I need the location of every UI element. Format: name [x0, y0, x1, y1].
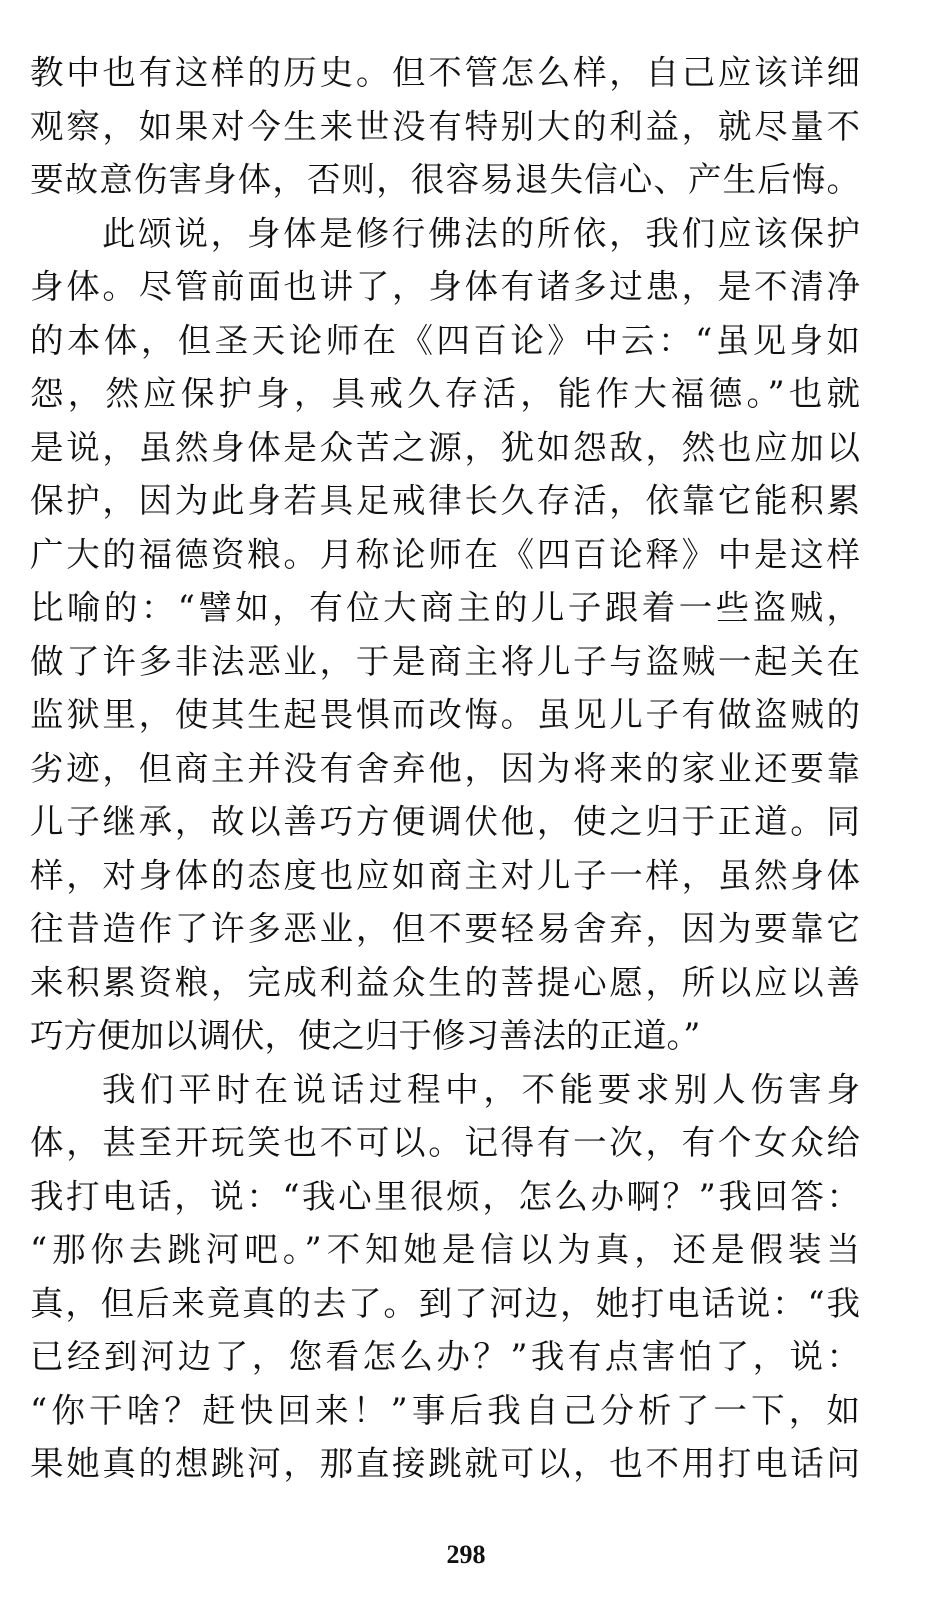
text-line: 已经到河边了，您看怎么办？”我有点害怕了，说： [30, 1337, 860, 1376]
text-line: 往昔造作了许多恶业，但不要轻易舍弃，因为要靠它 [30, 909, 860, 948]
text-line: 样，对身体的态度也应如商主对儿子一样，虽然身体 [30, 855, 860, 895]
body-text [30, 46, 860, 1491]
text-line: 来积累资粮，完成利益众生的菩提心愿，所以应以善 [30, 962, 860, 1002]
text-line: 儿子继承，故以善巧方便调伏他，使之归于正道。同 [30, 802, 860, 841]
text-line: 是说，虽然身体是众苦之源，犹如怨敌，然也应加以 [30, 427, 860, 467]
text-line: 要故意伤害身体，否则，很容易退失信心、产生后悔。 [30, 160, 860, 199]
paragraph-start-line: 此颂说，身体是修行佛法的所依，我们应该保护 [102, 213, 860, 253]
text-line: 果她真的想跳河，那直接跳就可以，也不用打电话问 [30, 1444, 860, 1483]
page-number: 298 [446, 1540, 486, 1569]
text-line: 怨，然应保护身，具戒久存活，能作大福德。”也就 [30, 374, 860, 413]
text-line: 广大的福德资粮。月称论师在《四百论释》中是这样 [30, 534, 860, 574]
text-line: 观察，如果对今生来世没有特别大的利益，就尽量不 [30, 106, 860, 146]
paragraph-start-line: 我们平时在说话过程中，不能要求别人伤害身 [102, 1069, 860, 1109]
text-line: 身体。尽管前面也讲了，身体有诸多过患，是不清净 [30, 267, 860, 306]
text-line: 教中也有这样的历史。但不管怎么样，自己应该详细 [30, 53, 860, 92]
text-line: 做了许多非法恶业，于是商主将儿子与盗贼一起关在 [30, 641, 860, 681]
paragraph-end-line: 巧方便加以调伏，使之归于修习善法的正道。” [30, 1016, 701, 1055]
text-line: 监狱里，使其生起畏惧而改悔。虽见儿子有做盗贼的 [30, 695, 860, 734]
text-line: 体，甚至开玩笑也不可以。记得有一次，有个女众给 [30, 1123, 860, 1162]
text-line: 真，但后来竟真的去了。到了河边，她打电话说：“我 [30, 1283, 860, 1323]
text-line: 我打电话，说：“我心里很烦，怎么办啊？”我回答： [30, 1176, 860, 1216]
text-line: 比喻的：“譬如，有位大商主的儿子跟着一些盗贼， [30, 588, 860, 627]
text-line: 的本体，但圣天论师在《四百论》中云：“虽见身如 [30, 320, 860, 360]
text-line: “你干啥？赶快回来！”事后我自己分析了一下，如 [30, 1390, 860, 1430]
text-line: 劣迹，但商主并没有舍弃他，因为将来的家业还要靠 [30, 748, 860, 788]
text-line: 保护，因为此身若具足戒律长久存活，依靠它能积累 [30, 481, 860, 520]
text-line: “那你去跳河吧。”不知她是信以为真，还是假装当 [30, 1230, 860, 1269]
